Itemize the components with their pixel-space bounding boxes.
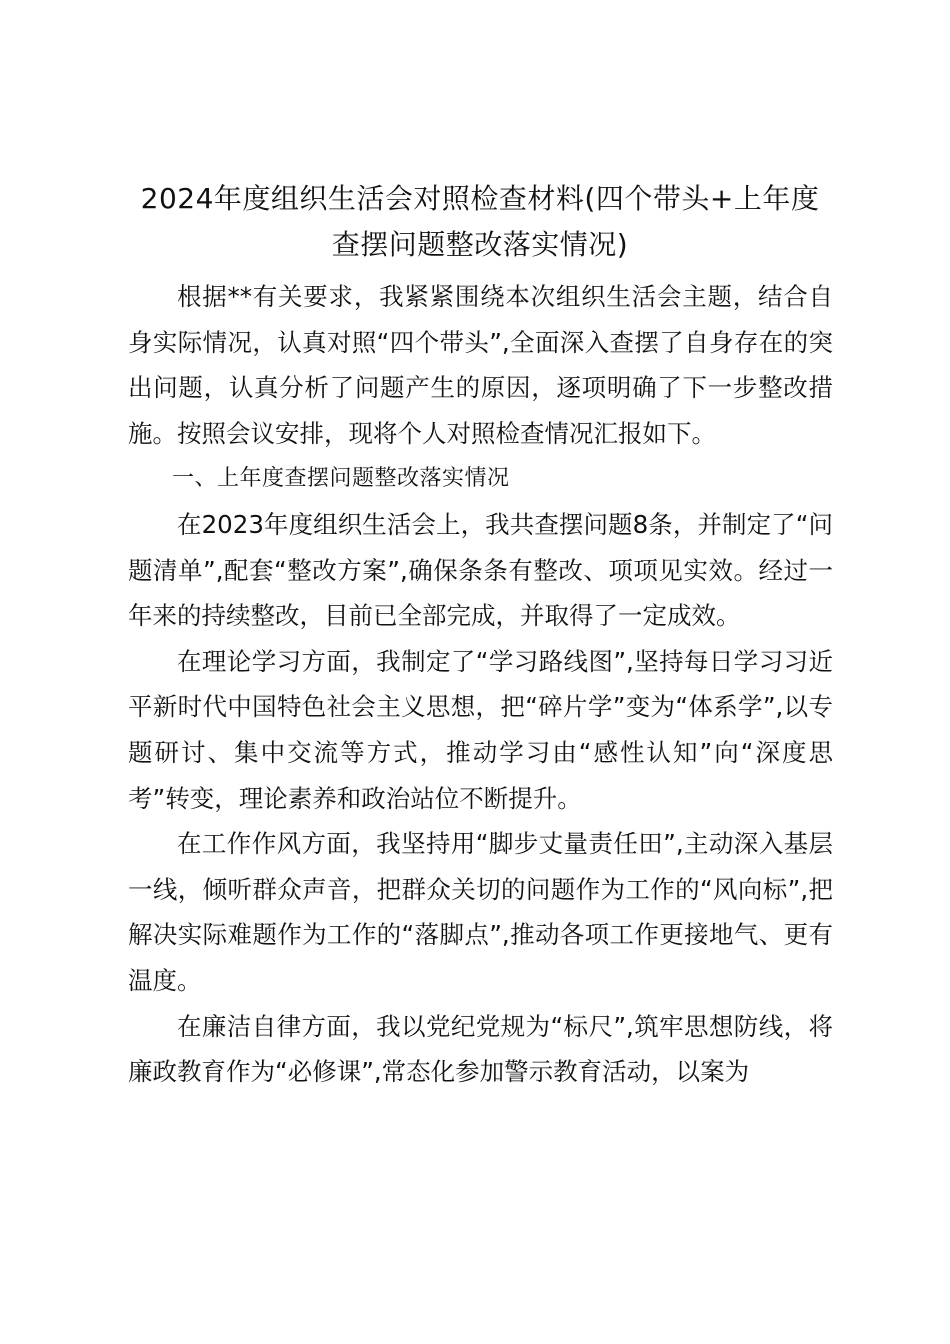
document-body [128, 274, 833, 1095]
paragraph-theory-study: 在理论学习方面，我制定了“学习路线图”,坚持每日学习习近平新时代中国特色社会主义思想，把“碎片学”变为“体系学”,以专题研讨、集中交流等方式，推动学习由“感性认知”向“深度思考”转变，理论素养和政治站位不断提升。 [128, 646, 833, 813]
paragraph-summary: 在2023年度组织生活会上，我共查摆问题8条，并制定了“问题清单”,配套“整改方案”,确保条条有整改、项项见实效。经过一年来的持续整改，目前已全部完成，并取得了一定成效。 [128, 509, 833, 631]
paragraph-work-style: 在工作作风方面，我坚持用“脚步丈量责任田”,主动深入基层一线，倾听群众声音，把群众关切的问题作为工作的“风向标”,把解决实际难题作为工作的“落脚点”,推动各项工作更接地气、更有温度。 [128, 829, 833, 995]
title-line-1: 2024年度组织生活会对照检查材料(四个带头+上年度 [140, 182, 820, 215]
paragraph-integrity: 在廉洁自律方面，我以党纪党规为“标尺”,筑牢思想防线，将廉政教育作为“必修课”,常态化参加警示教育活动，以案为 [128, 1011, 833, 1087]
title-line-2: 查摆问题整改落实情况) [331, 228, 629, 261]
paragraph-intro: 根据**有关要求，我紧紧围绕本次组织生活会主题，结合自身实际情况，认真对照“四个带头”,全面深入查摆了自身存在的突出问题，认真分析了问题产生的原因，逐项明确了下一步整改措施。按照会议安排，现将个人对照检查情况汇报如下。 [128, 282, 833, 448]
section-heading: 一、上年度查摆问题整改落实情况 [172, 466, 510, 492]
document-title [120, 176, 840, 268]
